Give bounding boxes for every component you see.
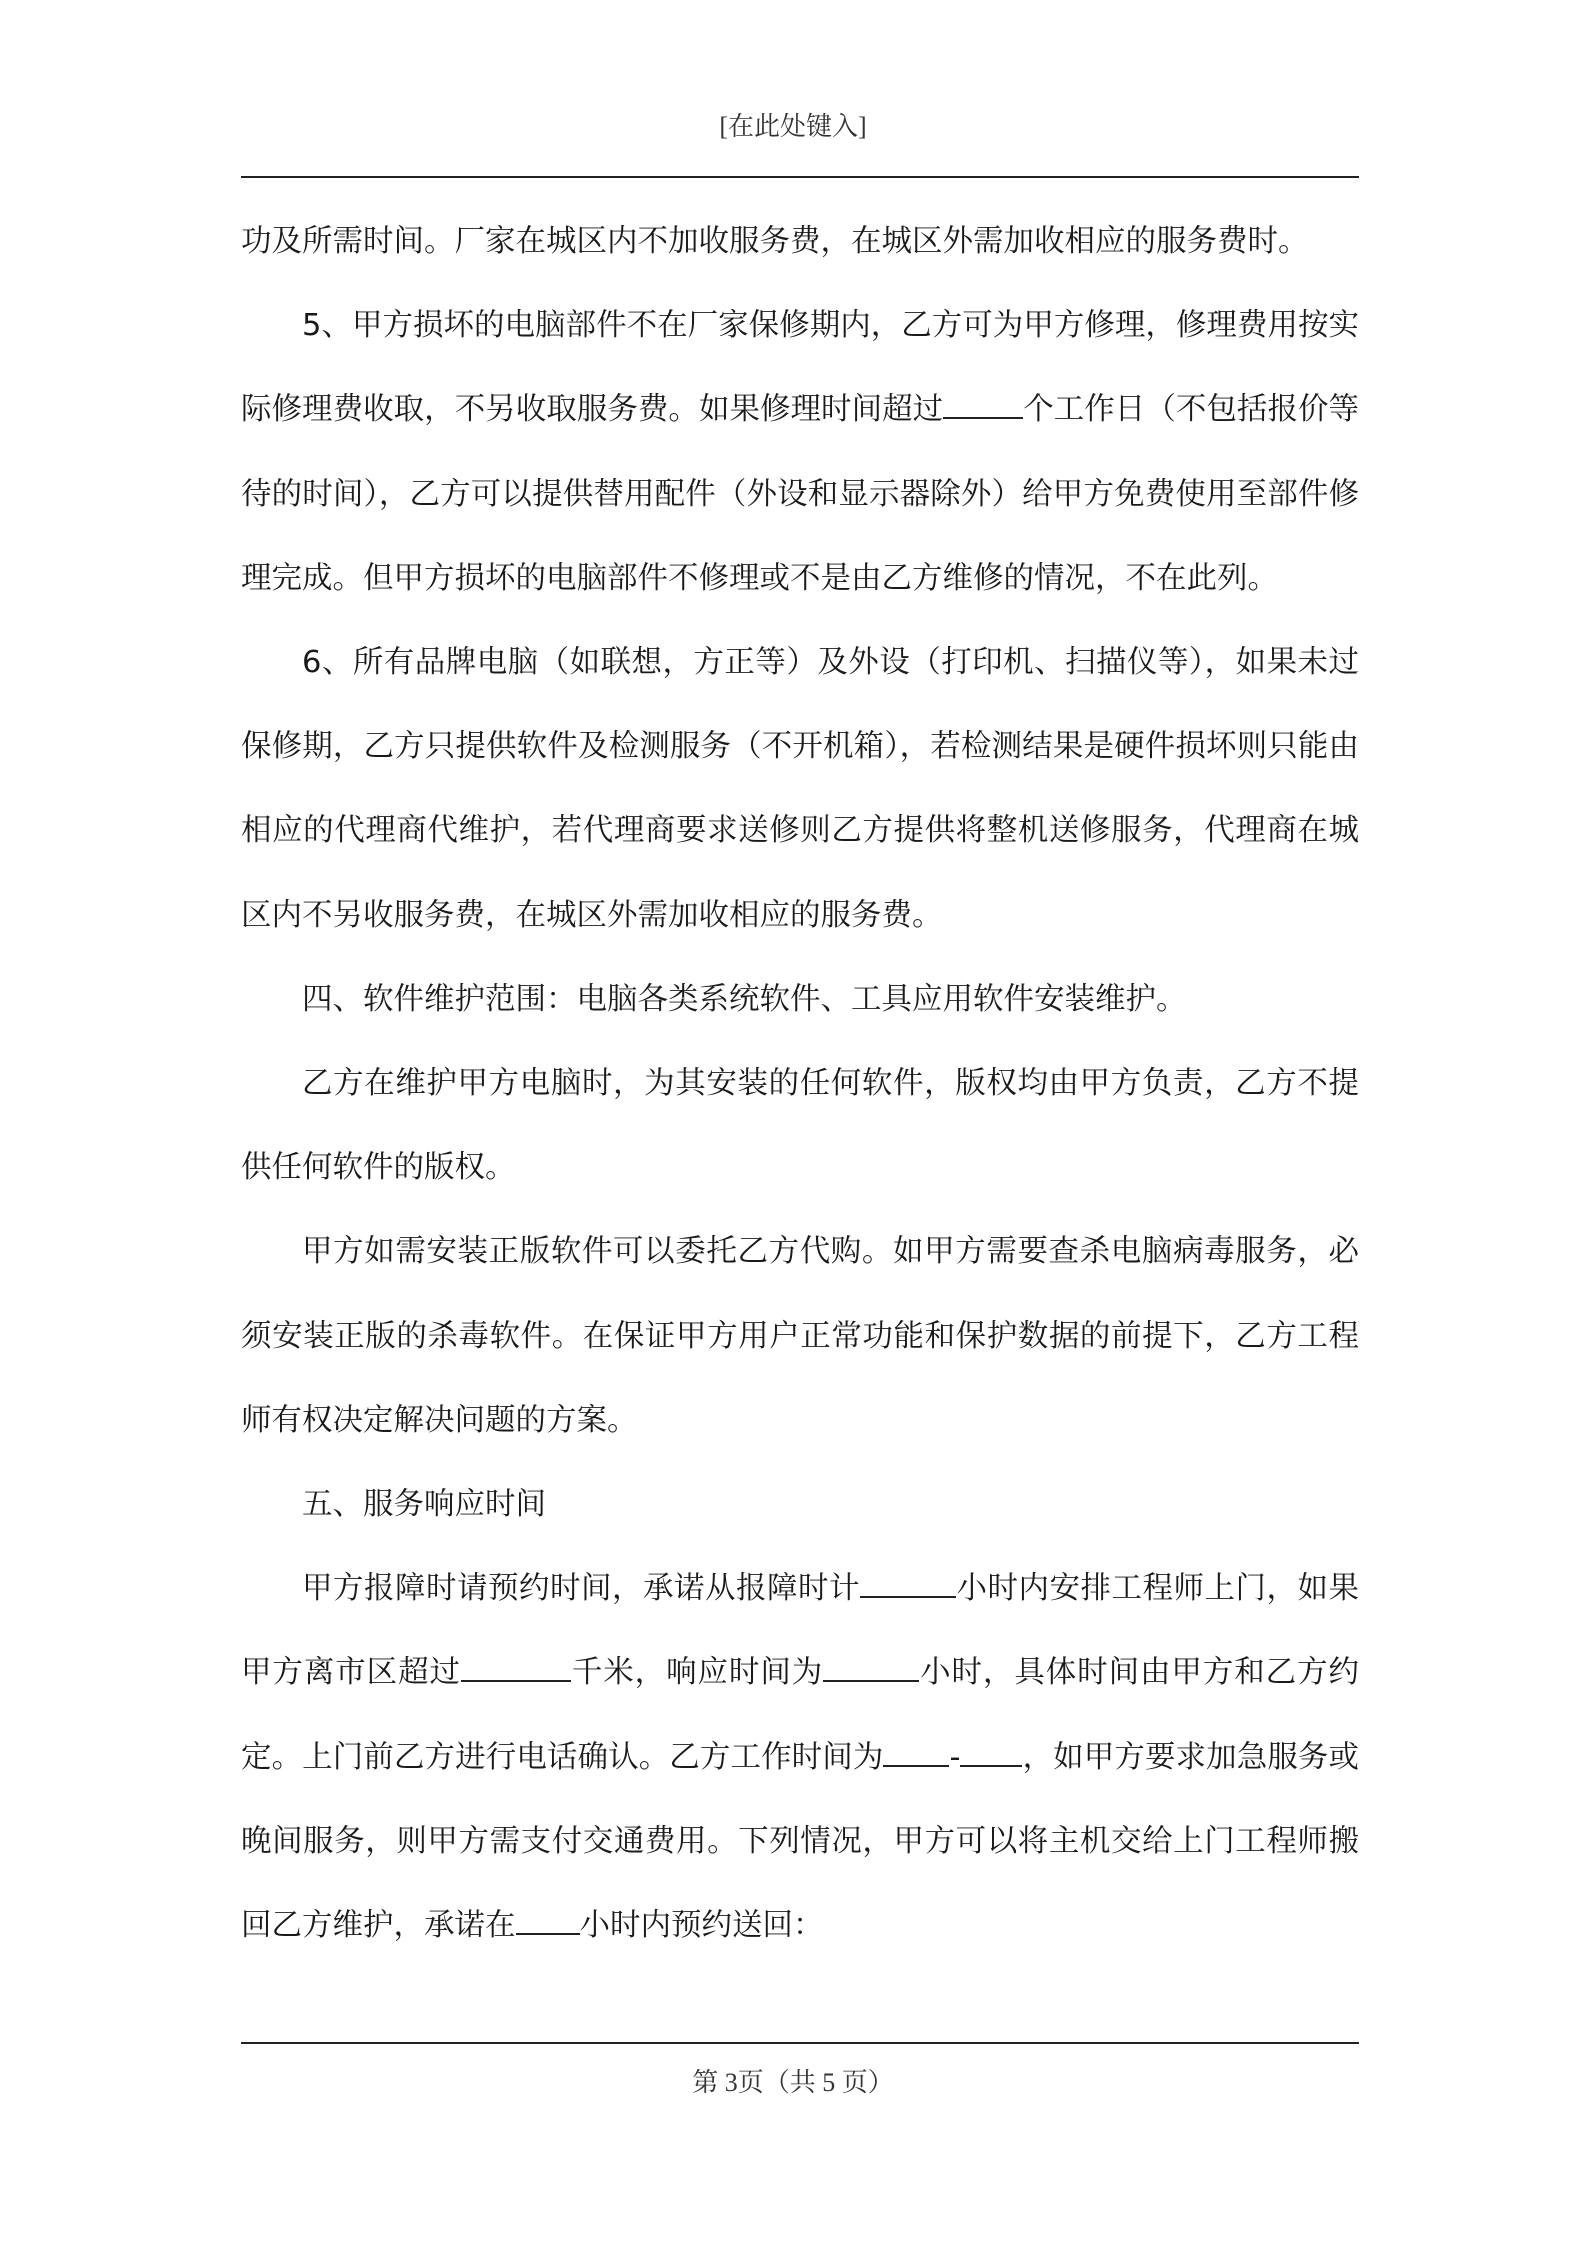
page-header: [在此处键入] bbox=[719, 112, 867, 141]
range-dash: - bbox=[949, 1739, 961, 1775]
blank-distance-km[interactable] bbox=[461, 1648, 571, 1682]
section-heading-software: 四、软件维护范围：电脑各类系统软件、工具应用软件安装维护。 bbox=[302, 981, 1187, 1017]
footer-divider bbox=[241, 2042, 1359, 2044]
paragraph-item-5 bbox=[241, 284, 1359, 621]
page-number: 第 3页（共 5 页） bbox=[692, 2068, 894, 2097]
blank-response-hours[interactable] bbox=[823, 1648, 919, 1682]
document-body bbox=[241, 200, 1359, 1968]
blank-workdays[interactable] bbox=[943, 385, 1023, 419]
paragraph-continuation: 功及所需时间。厂家在城区内不加收服务费，在城区外需加收相应的服务费时。 bbox=[241, 224, 1309, 259]
paragraph-text: 千米，响应时间为 bbox=[570, 1655, 824, 1691]
paragraph-text: 小时，具体时间由甲方和乙方约定。上门前乙方进行电话确认。乙方工作时间为 bbox=[241, 1655, 1360, 1775]
paragraph-text: 小时内安排工程师上门，如果甲方离市区超过 bbox=[241, 1571, 1359, 1691]
blank-onsite-hours[interactable] bbox=[860, 1564, 956, 1598]
paragraph-text: ，如甲方要求加急服务或晚间服务，则甲方需支付交通费用。下列情况，甲方可以将主机交给上门工程师搬回乙方维护，承诺在 bbox=[241, 1739, 1360, 1944]
blank-work-start[interactable] bbox=[883, 1733, 949, 1767]
paragraph-software-copyright: 乙方在维护甲方电脑时，为其安装的任何软件，版权均由甲方负责，乙方不提供任何软件的版权。 bbox=[241, 1066, 1359, 1186]
paragraph-text: 5、甲方损坏的电脑部件不在厂家保修期内，乙方可为甲方修理，修理费用按实际修理费收取，不另收取服务费。如果修理时间超过 bbox=[241, 308, 1359, 428]
section-heading-response-time: 五、服务响应时间 bbox=[302, 1487, 546, 1523]
blank-return-hours[interactable] bbox=[516, 1901, 580, 1935]
paragraph-response-time bbox=[241, 1547, 1359, 1968]
header-divider bbox=[241, 176, 1359, 178]
paragraph-item-6: 6、所有品牌电脑（如联想，方正等）及外设（打印机、扫描仪等），如果未过保修期，乙方只提供软件及检测服务（不开机箱），若检测结果是硬件损坏则只能由相应的代理商代维护，若代理商要求送修则乙方提供将整机送修服务，代理商在城区内不另收服务费，在城区外需加收相应的服务费。 bbox=[241, 645, 1359, 933]
paragraph-text: 小时内预约送回： bbox=[579, 1908, 824, 1944]
paragraph-text: 个工作日（不包括报价等待的时间），乙方可以提供替用配件（外设和显示器除外）给甲方免费使用至部件修理完成。但甲方损坏的电脑部件不修理或不是由乙方维修的情况，不在此列。 bbox=[241, 392, 1360, 596]
blank-work-end[interactable] bbox=[960, 1733, 1022, 1767]
paragraph-text: 甲方报障时请预约时间，承诺从报障时计 bbox=[302, 1571, 860, 1607]
paragraph-software-purchase: 甲方如需安装正版软件可以委托乙方代购。如甲方需要查杀电脑病毒服务，必须安装正版的杀毒软件。在保证甲方用户正常功能和保护数据的前提下，乙方工程师有权决定解决问题的方案。 bbox=[241, 1234, 1359, 1438]
